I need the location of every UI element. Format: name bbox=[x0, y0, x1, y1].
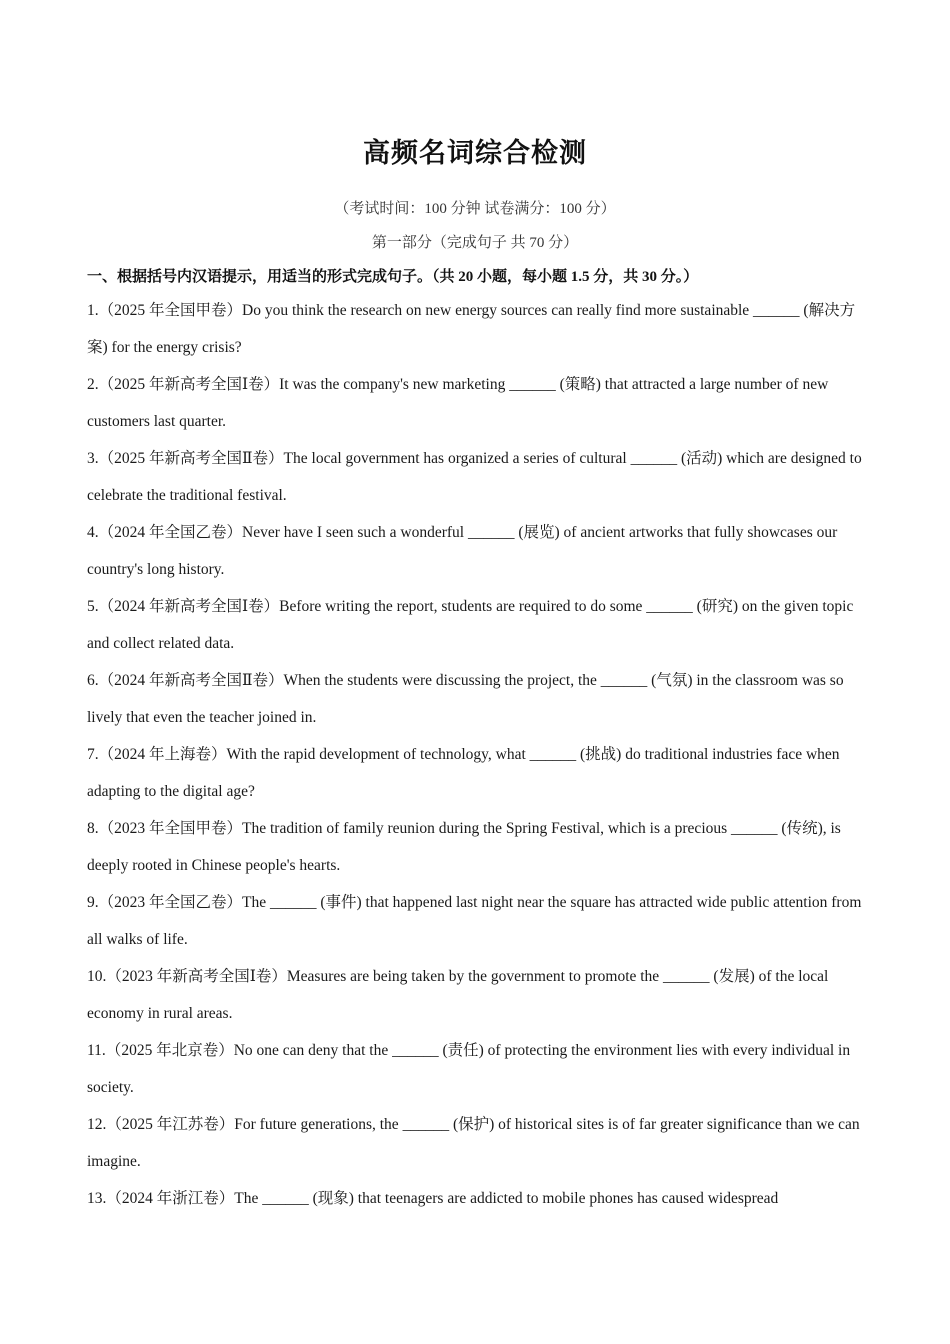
question-number: 6. bbox=[87, 672, 99, 689]
question-number: 12. bbox=[87, 1116, 107, 1133]
question-item bbox=[87, 440, 867, 514]
question-source: （2024 年浙江卷） bbox=[106, 1190, 235, 1207]
question-text: Do you think the research on new energy sources can really find more sustainable ______ (解决方案) for the energy crisis? bbox=[87, 302, 856, 356]
part-title: 第一部分（完成句子 共 70 分） bbox=[371, 235, 579, 251]
question-item bbox=[87, 736, 867, 810]
question-number: 10. bbox=[87, 968, 107, 985]
question-text: The tradition of family reunion during the Spring Festival, which is a precious ______ (传统), is deeply rooted in Chinese people's hearts. bbox=[87, 820, 841, 874]
question-item bbox=[87, 810, 867, 884]
question-item bbox=[87, 588, 867, 662]
question-source: （2025 年北京卷） bbox=[105, 1042, 234, 1059]
question-number: 13. bbox=[87, 1190, 107, 1207]
question-text: With the rapid development of technology, what ______ (挑战) do traditional industries face when adapting to the digital age? bbox=[87, 746, 840, 800]
question-source: （2025 年江苏卷） bbox=[106, 1116, 235, 1133]
question-text: The ______ (现象) that teenagers are addicted to mobile phones has caused widespread bbox=[234, 1190, 779, 1207]
question-source: （2023 年全国乙卷） bbox=[98, 894, 243, 911]
question-item bbox=[87, 514, 867, 588]
question-text: It was the company's new marketing ______ (策略) that attracted a large number of new customers last quarter. bbox=[87, 376, 829, 430]
exam-info: （考试时间：100 分钟 试卷满分：100 分） bbox=[334, 201, 616, 217]
question-source: （2024 年上海卷） bbox=[98, 746, 227, 763]
question-number: 9. bbox=[87, 894, 99, 911]
question-number: 3. bbox=[87, 450, 99, 467]
question-text: The local government has organized a series of cultural ______ (活动) which are designed to celebrate the traditional festival. bbox=[87, 450, 862, 504]
question-text: Measures are being taken by the government to promote the ______ (发展) of the local economy in rural areas. bbox=[87, 968, 829, 1022]
question-number: 7. bbox=[87, 746, 99, 763]
question-item bbox=[87, 958, 867, 1032]
question-item bbox=[87, 366, 867, 440]
question-number: 2. bbox=[87, 376, 99, 393]
document-title: 高频名词综合检测 bbox=[363, 138, 587, 169]
question-number: 4. bbox=[87, 524, 99, 541]
question-number: 11. bbox=[87, 1042, 106, 1059]
question-item bbox=[87, 292, 867, 366]
section-heading: 一、根据括号内汉语提示，用适当的形式完成句子。（共 20 小题，每小题 1.5 分，共 30 分。） bbox=[87, 269, 699, 285]
question-item bbox=[87, 1032, 867, 1106]
question-item bbox=[87, 884, 867, 958]
question-number: 1. bbox=[87, 302, 99, 319]
question-text: For future generations, the ______ (保护) of historical sites is of far greater significance than we can imagine. bbox=[87, 1116, 860, 1170]
question-source: （2024 年新高考全国Ⅱ卷） bbox=[98, 672, 284, 689]
question-source: （2025 年新高考全国Ⅰ卷） bbox=[98, 376, 280, 393]
question-item bbox=[87, 662, 867, 736]
question-text: The ______ (事件) that happened last night near the square has attracted wide public attention from all walks of life. bbox=[87, 894, 862, 948]
question-list bbox=[87, 292, 867, 1217]
question-number: 5. bbox=[87, 598, 99, 615]
question-source: （2024 年新高考全国Ⅰ卷） bbox=[98, 598, 280, 615]
question-source: （2023 年全国甲卷） bbox=[98, 820, 243, 837]
question-source: （2025 年新高考全国Ⅱ卷） bbox=[98, 450, 284, 467]
question-text: No one can deny that the ______ (责任) of protecting the environment lies with every individual in society. bbox=[87, 1042, 851, 1096]
question-text: When the students were discussing the project, the ______ (气氛) in the classroom was so lively that even the teacher joined in. bbox=[87, 672, 844, 726]
question-number: 8. bbox=[87, 820, 99, 837]
question-item bbox=[87, 1106, 867, 1180]
question-source: （2025 年全国甲卷） bbox=[98, 302, 243, 319]
question-text: Never have I seen such a wonderful ______ (展览) of ancient artworks that fully showcases our country's long history. bbox=[87, 524, 838, 578]
question-source: （2023 年新高考全国Ⅰ卷） bbox=[106, 968, 287, 985]
question-text: Before writing the report, students are required to do some ______ (研究) on the given topic and collect related data. bbox=[87, 598, 854, 652]
question-source: （2024 年全国乙卷） bbox=[98, 524, 243, 541]
question-item bbox=[87, 1180, 867, 1217]
